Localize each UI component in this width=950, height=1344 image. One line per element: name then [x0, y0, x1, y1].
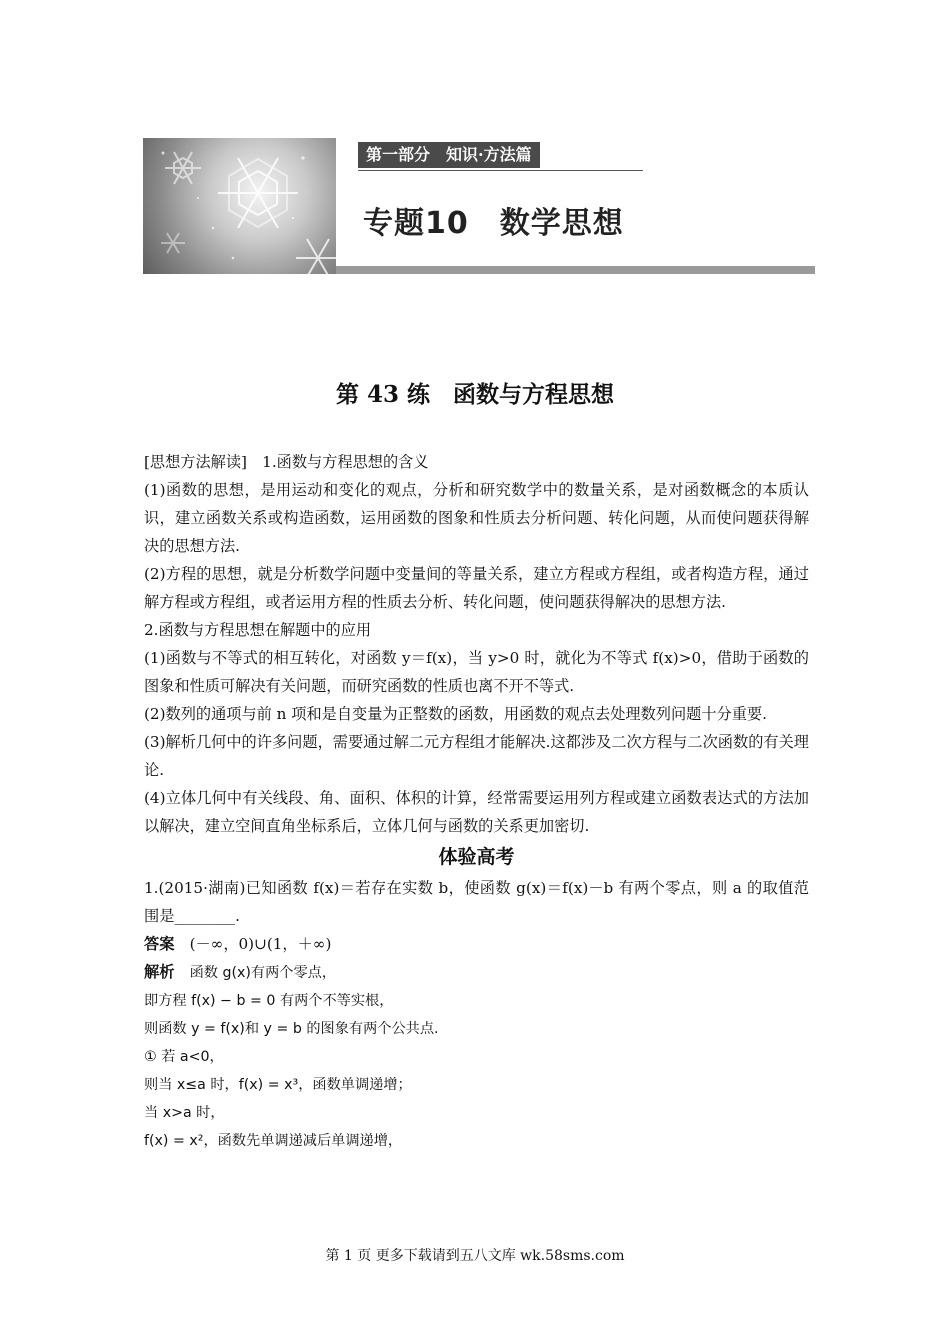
paragraph-equation-idea: (2)方程的思想，就是分析数学问题中变量间的等量关系，建立方程或方程组，或者构造方程，通过解方程或方程组，或者运用方程的性质去分析、转化问题，使问题获得解决的思想方法. [144, 565, 809, 611]
analysis-line-2: 即方程 f(x) − b = 0 有两个不等实根， [144, 993, 394, 1009]
application-4: (4)立体几何中有关线段、角、面积、体积的计算，经常需要运用列方程或建立函数表达式的方法加以解决，建立空间直角坐标系后，立体几何与函数的关系更加密切. [144, 789, 809, 835]
answer-value: (－∞，0)∪(1，＋∞) [189, 935, 332, 953]
paragraph-function-idea: (1)函数的思想，是用运动和变化的观点，分析和研究数学中的数量关系，是对函数概念的本质认识，建立函数关系或构造函数，运用函数的图象和性质去分析问题、转化问题，从而使问题获得解决的思想方法. [144, 481, 809, 555]
part-label: 第一部分 知识·方法篇 [358, 142, 540, 168]
application-3: (3)解析几何中的许多问题，需要通过解二元方程组才能解决.这都涉及二次方程与二次函数的有关理论. [144, 733, 809, 779]
banner-bar [336, 266, 815, 274]
analysis-line-5: 则当 x≤a 时，f(x) = x³，函数单调递增； [144, 1077, 412, 1093]
application-2: (2)数列的通项与前 n 项和是自变量为正整数的函数，用函数的观点去处理数列问题十分重要. [144, 705, 767, 723]
section-heading-1: 1.函数与方程思想的含义 [262, 453, 429, 471]
analysis-label: 解析 [144, 963, 175, 981]
snowflake-icon [143, 138, 336, 274]
analysis-line-1: 函数 g(x)有两个零点， [189, 965, 337, 981]
answer-label: 答案 [144, 935, 175, 953]
page-footer: 第 1 页 更多下载请到五八文库 wk.58sms.com [325, 1248, 625, 1264]
analysis-line-7: f(x) = x²，函数先单调递减后单调递增， [144, 1133, 403, 1149]
snowflake-banner-image [143, 138, 336, 274]
analysis-line [144, 958, 809, 987]
method-bracket: [思想方法解读] [144, 453, 247, 471]
intro-heading [144, 448, 809, 476]
section-title: 体验高考 [438, 846, 515, 868]
topic-title: 专题10 数学思想 [363, 206, 624, 241]
analysis-line-6: 当 x>a 时， [144, 1105, 225, 1121]
answer-line [144, 930, 809, 958]
document-body [144, 448, 809, 1155]
lesson-title: 第 43 练 函数与方程思想 [335, 381, 615, 408]
analysis-line-3: 则函数 y = f(x)和 y = b 的图象有两个公共点. [144, 1021, 439, 1037]
section-heading-2: 2.函数与方程思想在解题中的应用 [144, 621, 372, 639]
problem-statement: 1.(2015·湖南)已知函数 f(x)＝若存在实数 b，使函数 g(x)＝f(x)－b 有两个零点，则 a 的取值范围是________. [144, 879, 809, 925]
divider [358, 170, 643, 171]
application-1: (1)函数与不等式的相互转化，对函数 y＝f(x)，当 y>0 时，就化为不等式 f(x)>0，借助于函数的图象和性质可解决有关问题，而研究函数的性质也离不开不等式. [144, 649, 809, 695]
analysis-line-4: ① 若 a<0， [144, 1049, 224, 1065]
chapter-banner [143, 138, 815, 274]
